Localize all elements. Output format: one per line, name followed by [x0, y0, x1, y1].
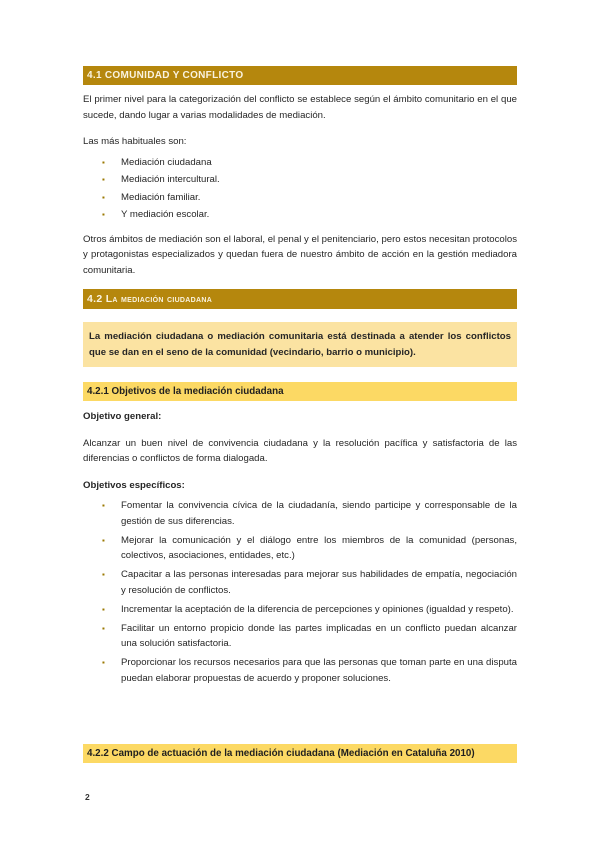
paragraph-otros-ambitos: Otros ámbitos de mediación son el laboral, el penal y el penitenciario, pero estos necesitan protocolos y protagonistas especializados y quedan fuera de nuestro ámbito de acción en la gestión mediadora comunitaria. — [83, 233, 517, 276]
paragraph-habituales: Las más habituales son: — [83, 136, 187, 147]
subsection-heading-4-2-2: 4.2.2 Campo de actuación de la mediación ciudadana (Mediación en Cataluña 2010) — [83, 744, 517, 763]
section-heading-4-2: 4.2 La mediación ciudadana — [83, 289, 517, 309]
list-item: ▪ Proporcionar los recursos necesarios para que las personas que toman parte en una disputa puedan elaborar propuestas de acuerdo y proponer soluciones. — [83, 655, 517, 686]
page-number: 2 — [85, 792, 90, 802]
list-item: ▪ Capacitar a las personas interesadas para mejorar sus habilidades de empatía, negociación y resolución de conflictos. — [83, 567, 517, 598]
paragraph-objetivo-general: Alcanzar un buen nivel de convivencia ciudadana y la resolución pacífica y satisfactoria de las diferencias o conflictos de forma dialogada. — [83, 437, 517, 464]
highlight-box-definicion: La mediación ciudadana o mediación comunitaria está destinada a atender los conflictos que se dan en el seno de la comunidad (vecindario, barrio o municipio). — [83, 322, 517, 367]
label-objetivo-general: Objetivo general: — [83, 411, 162, 422]
bullet-list-objetivos — [83, 498, 517, 686]
list-item: ▪ Facilitar un entorno propicio donde las partes implicadas en un conflicto puedan alcanzar una solución satisfactoria. — [83, 621, 517, 652]
list-item: ▪ Mediación ciudadana — [83, 155, 517, 171]
list-item: ▪ Mediación familiar. — [83, 190, 517, 206]
subsection-heading-4-2-1: 4.2.1 Objetivos de la mediación ciudadana — [83, 382, 517, 401]
document-content — [83, 66, 517, 763]
bullet-list-modalidades — [83, 155, 517, 223]
list-item: ▪ Fomentar la convivencia cívica de la ciudadanía, siendo participe y corresponsable de la gestión de sus diferencias. — [83, 498, 517, 529]
list-item: ▪ Incrementar la aceptación de la diferencia de percepciones y opiniones (igualdad y respeto). — [83, 602, 517, 618]
section-heading-4-1: 4.1 COMUNIDAD Y CONFLICTO — [83, 66, 517, 85]
label-objetivos-especificos: Objetivos específicos: — [83, 479, 185, 491]
list-item: ▪ Mediación intercultural. — [83, 172, 517, 188]
list-item: ▪ Mejorar la comunicación y el diálogo entre los miembros de la comunidad (personas, colectivos, asociaciones, entidades, etc.) — [83, 533, 517, 564]
paragraph-intro: El primer nivel para la categorización del conflicto se establece según el ámbito comunitario en el que sucede, dando lugar a varias modalidades de mediación. — [83, 94, 517, 121]
list-item: ▪ Y mediación escolar. — [83, 207, 517, 223]
